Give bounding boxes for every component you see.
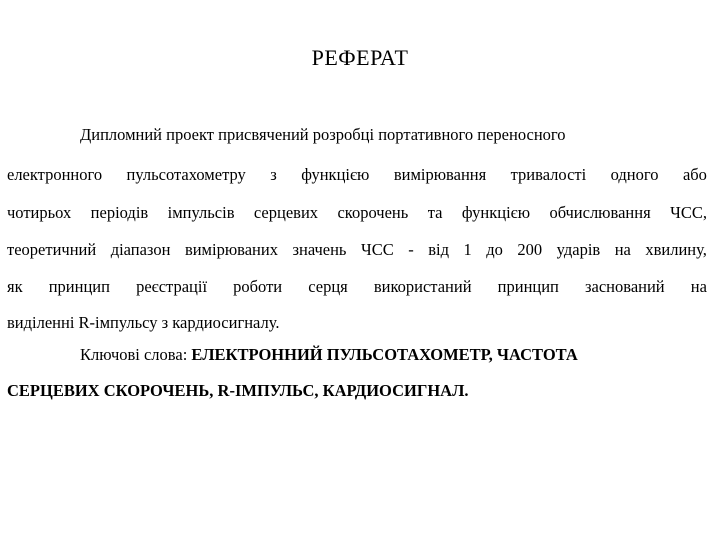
word: використаний [373,277,472,296]
word: 200 [517,240,543,259]
word: електронного [7,165,103,184]
keywords-text: ЕЛЕКТРОННИЙ ПУЛЬСОТАХОМЕТР, ЧАСТОТА [191,345,578,364]
word: скорочень [337,203,409,222]
word: на [690,277,707,296]
keywords-label: Ключові слова: [80,345,192,364]
word: обчислювання [549,203,651,222]
word: функцією [461,203,531,222]
word: заснований [585,277,665,296]
word: принцип [497,277,559,296]
word: на [614,240,631,259]
word: періодів [90,203,149,222]
word: вимірювання [393,165,487,184]
word: імпульсів [167,203,235,222]
word: роботи [233,277,283,296]
word: теоретичний [7,240,97,259]
word: одного [610,165,659,184]
word: 1 [463,240,472,259]
word: значень [292,240,347,259]
abstract-line: Дипломний проект присвячений розробці портативного переносного [80,125,566,144]
abstract-line: виділенні R-імпульсу з кардиосигналу. [7,313,280,332]
word: принцип [48,277,110,296]
word: чотирьох [7,203,72,222]
word: та [427,203,443,222]
word: - [408,240,414,259]
word: серця [308,277,348,296]
abstract-line [7,165,707,185]
word: пульсотахометру [126,165,246,184]
abstract-line [7,203,707,223]
abstract-line [7,277,707,297]
word: вимірюваних [184,240,278,259]
word: функцією [301,165,370,184]
keywords-line [80,345,707,365]
page-title: РЕФЕРАТ [311,45,409,70]
word: ударів [556,240,601,259]
word: тривалості [510,165,587,184]
word: від [428,240,449,259]
word: хвилину, [645,240,707,259]
word: реєстрації [136,277,208,296]
keywords-line-2: СЕРЦЕВИХ СКОРОЧЕНЬ, R-ІМПУЛЬС, КАРДИОСИГНАЛ. [7,381,469,400]
word: серцевих [253,203,319,222]
word: з [270,165,277,184]
abstract-line [7,240,707,260]
word: діапазон [110,240,171,259]
word: до [486,240,503,259]
word: ЧСС [360,240,394,259]
word: як [7,277,23,296]
word: або [682,165,707,184]
word: ЧСС, [670,203,707,222]
